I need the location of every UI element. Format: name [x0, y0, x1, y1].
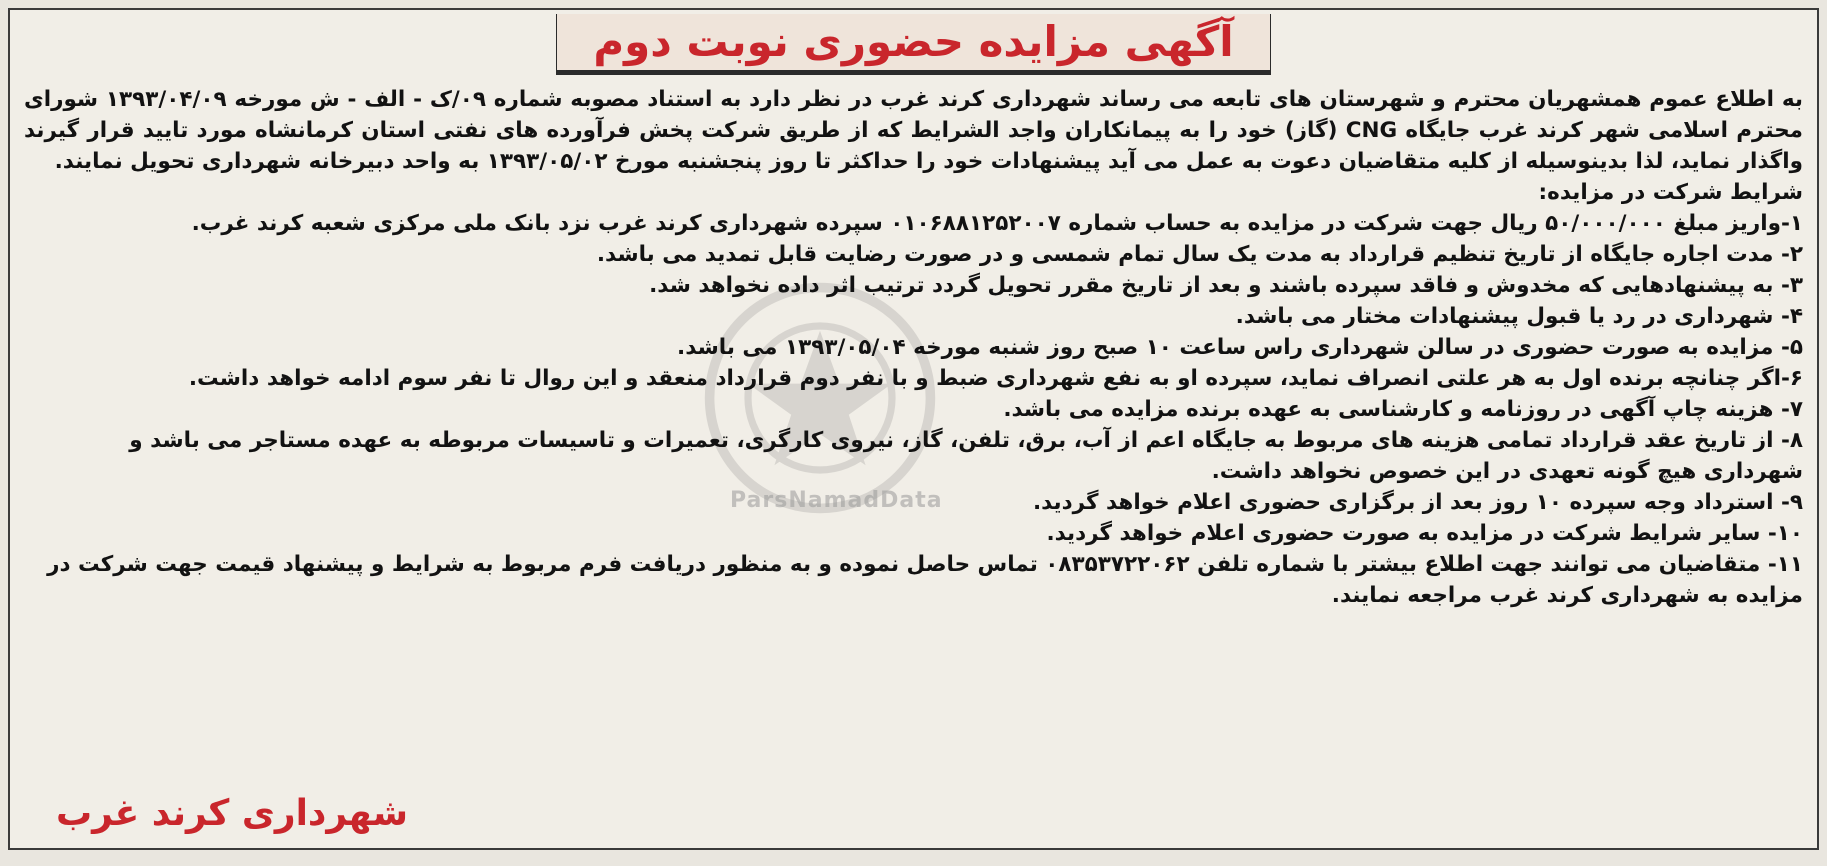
- condition-item: ۴- شهرداری در رد یا قبول پیشنهادات مختار می باشد.: [1235, 304, 1803, 329]
- page-title: آگهی مزایده حضوری نوبت دوم: [556, 14, 1270, 75]
- conditions-heading: شرایط شرکت در مزایده:: [1538, 180, 1803, 205]
- condition-item: ۷- هزینه چاپ آگهی در روزنامه و کارشناسی به عهده برنده مزایده می باشد.: [1003, 397, 1803, 422]
- condition-item: ۵- مزایده به صورت حضوری در سالن شهرداری راس ساعت ۱۰ صبح روز شنبه مورخه ۱۳۹۳/۰۵/۰۴ می باشد.: [677, 335, 1803, 360]
- condition-item: ۲- مدت اجاره جایگاه از تاریخ تنظیم قرارداد به مدت یک سال تمام شمسی و در صورت رضایت قابل تمدید می باشد.: [596, 242, 1803, 267]
- title-banner: [10, 14, 1817, 75]
- condition-item: ۳- به پیشنهادهایی که مخدوش و فاقد سپرده باشند و بعد از تاریخ مقرر تحویل گردد ترتیب اثر داده نخواهد شد.: [649, 273, 1803, 298]
- intro-paragraph: به اطلاع عموم همشهریان محترم و شهرستان های تابعه می رساند شهرداری کرند غرب در نظر دارد به استناد مصوبه شماره ۰۹/ک - الف - ش مورخه ۱۳۹۳/۰۴/۰۹ شورای محترم اسلامی شهر کرند غرب جایگاه CNG (گاز) خود را به پیمانکاران واجد الشرایط که از طریق شرکت پخش فرآورده های نفتی استان کرمانشاه مورد تایید قرار گیرند واگذار نماید، لذا بدینوسیله از کلیه متقاضیان دعوت به عمل می آید پیشنهادات خود را حداکثر تا روز پنجشنبه مورخ ۱۳۹۳/۰۵/۰۲ به واحد دبیرخانه شهرداری تحویل نمایند.: [24, 87, 1803, 174]
- condition-item: ۱۰- سایر شرایط شرکت در مزایده به صورت حضوری اعلام خواهد گردید.: [1046, 521, 1803, 546]
- condition-item: ۱-واریز مبلغ ۵۰/۰۰۰/۰۰۰ ریال جهت شرکت در مزایده به حساب شماره ۰۱۰۶۸۸۱۲۵۲۰۰۷ سپرده شهرداری کرند غرب نزد بانک ملی مرکزی شعبه کرند غرب.: [191, 211, 1803, 236]
- announcement-body: [24, 84, 1803, 611]
- condition-item: ۸- از تاریخ عقد قرارداد تمامی هزینه های مربوط به جایگاه اعم از آب، برق، تلفن، گاز، نیروی کارگری، تعمیرات و تاسیسات مربوطه به عهده مستاجر می باشد و شهرداری هیچ گونه تعهدی در این خصوص نخواهد داشت.: [129, 428, 1803, 484]
- condition-item: ۹- استرداد وجه سپرده ۱۰ روز بعد از برگزاری حضوری اعلام خواهد گردید.: [1032, 490, 1803, 515]
- condition-item: ۶-اگر چنانچه برنده اول به هر علتی انصراف نماید، سپرده او به نفع شهرداری ضبط و با نفر دوم قرارداد منعقد و این روال تا نفر سوم ادامه خواهد داشت.: [188, 366, 1803, 391]
- advertisement-page: [8, 8, 1819, 850]
- watermark-text: ParsNamadData: [730, 488, 943, 513]
- municipality-signature: شهرداری کرند غرب: [56, 793, 408, 834]
- condition-item: ۱۱- متقاضیان می توانند جهت اطلاع بیشتر با شماره تلفن ۰۸۳۵۳۷۲۲۰۶۲ تماس حاصل نموده و به منظور دریافت فرم مربوط به شرایط و پیشنهاد قیمت جهت شرکت در مزایده به شهرداری کرند غرب مراجعه نمایند.: [47, 552, 1803, 608]
